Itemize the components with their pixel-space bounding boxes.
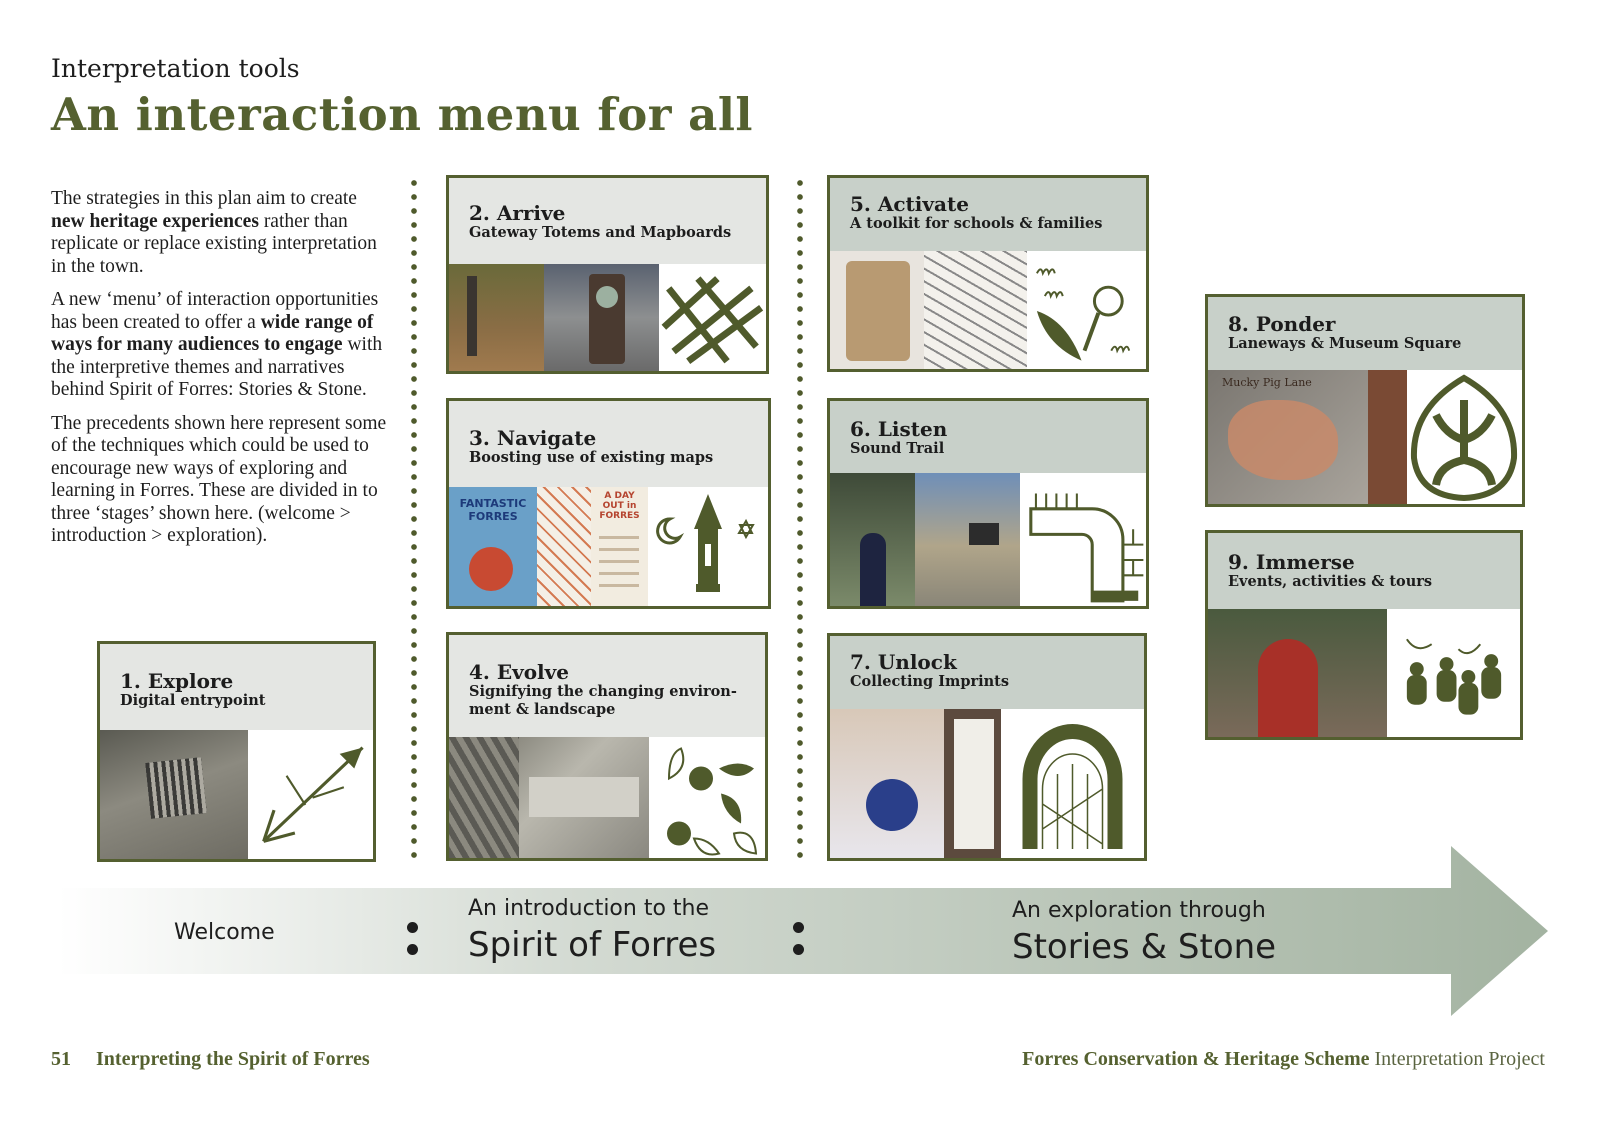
leaves-icon — [649, 737, 765, 858]
card-header — [449, 401, 768, 490]
card-immerse — [1205, 530, 1523, 740]
intro-paragraph-1 — [51, 188, 391, 278]
footer-project-name: Interpretation Project — [1369, 1048, 1545, 1070]
card-title: 1. Explore — [120, 669, 234, 693]
museum-door-photo — [1368, 370, 1407, 504]
card-listen — [827, 398, 1149, 609]
stage-welcome: Welcome — [174, 920, 275, 945]
card-media — [830, 251, 1146, 369]
card-subtitle-line-2: ment & landscape — [469, 701, 616, 718]
card-subtitle: A toolkit for schools & families — [850, 215, 1103, 232]
card-evolve — [446, 632, 768, 861]
card-ponder — [1205, 294, 1525, 507]
card-media — [449, 264, 766, 371]
book-cover-photo — [449, 487, 537, 606]
section-kicker: Interpretation tools — [51, 54, 300, 83]
stage-separator-dot — [407, 922, 418, 933]
intro-p1-text: The strategies in this plan aim to create — [51, 188, 357, 209]
lane-sign-text: Mucky Pig Lane — [1222, 376, 1312, 389]
card-explore — [97, 641, 376, 862]
card-media — [449, 737, 765, 858]
card-header — [1208, 297, 1522, 373]
card-header — [830, 178, 1146, 254]
activity-map-photo — [924, 251, 1027, 369]
arrow-icon — [248, 730, 373, 859]
stage-divider-1 — [411, 176, 417, 862]
card-subtitle: Gateway Totems and Mapboards — [469, 224, 732, 241]
card-header — [1208, 533, 1520, 612]
footer-right — [1022, 1048, 1545, 1071]
intro-p1-bold: new heritage experiences — [51, 210, 259, 232]
stage-divider-2 — [797, 176, 803, 862]
woodland-listener-photo — [830, 473, 915, 606]
card-media — [830, 709, 1144, 858]
stage-introduction-small: An introduction to the — [468, 896, 710, 921]
card-header — [830, 401, 1146, 476]
card-subtitle: Collecting Imprints — [850, 673, 1010, 690]
card-title: 9. Immerse — [1228, 550, 1355, 574]
stained-window-icon — [1001, 709, 1144, 858]
intro-text — [51, 188, 391, 559]
card-title: 2. Arrive — [469, 201, 566, 225]
card-unlock — [827, 633, 1147, 861]
stamp-photo — [830, 709, 944, 858]
card-subtitle: Events, activities & tours — [1228, 573, 1433, 590]
group-tour-icon — [1387, 609, 1520, 737]
card-title: 8. Ponder — [1228, 312, 1336, 336]
intro-p2-bold: wide range of ways for many audiences to engage — [51, 311, 374, 355]
sound-plaque-photo — [915, 473, 1020, 606]
intro-p2-text-end: with the interpretive themes and narratives behind Spirit of Forres: Stories & Stone. — [51, 334, 383, 400]
card-header — [830, 636, 1144, 712]
lantern-star-icon — [648, 487, 768, 606]
mapboard-photo — [544, 264, 659, 371]
mucky-pig-lane-photo — [1208, 370, 1368, 504]
day-out-title: A DAY OUT in FORRES — [599, 491, 640, 521]
card-header — [100, 644, 373, 733]
footer-scheme-name: Forres Conservation & Heritage Scheme — [1022, 1048, 1370, 1070]
trail-card-photo — [944, 709, 1001, 858]
stage-separator-dot — [793, 922, 804, 933]
stage-separator-dot — [793, 944, 804, 955]
card-media — [100, 730, 373, 859]
page-title: An interaction menu for all — [51, 88, 754, 141]
costumed-performer-photo — [1208, 609, 1387, 737]
day-out-map-photo — [591, 487, 648, 606]
map-leaflet-photo — [537, 487, 591, 606]
stone-slabs-photo — [449, 737, 649, 858]
brick-archway-icon — [1020, 473, 1146, 606]
footer-document-title: Interpreting the Spirit of Forres — [96, 1048, 370, 1070]
page-number: 51 — [51, 1048, 71, 1070]
card-title: 4. Evolve — [469, 660, 569, 684]
intro-p2-text: A new ‘menu’ of interaction opportunities has been created to offer a — [51, 289, 379, 333]
map-grid-icon — [659, 264, 766, 371]
card-subtitle: Digital entrypoint — [120, 692, 266, 709]
card-subtitle: Boosting use of existing maps — [469, 449, 714, 466]
leaf-emblem-icon — [1407, 370, 1522, 504]
card-activate — [827, 175, 1149, 372]
card-title: 6. Listen — [850, 417, 948, 441]
card-header — [449, 635, 765, 740]
totem-photo — [449, 264, 544, 371]
card-header — [449, 178, 766, 267]
card-navigate — [446, 398, 771, 609]
intro-paragraph-3: The precedents shown here represent some of the techniques which could be used to encourage new ways of exploring and learning in Forres. These are divided in to three ‘stages’ shown here. (welcome > introduction > exploration). — [51, 412, 387, 546]
stage-exploration-big: Stories & Stone — [1012, 927, 1277, 967]
stage-introduction-big: Spirit of Forres — [468, 925, 717, 965]
card-subtitle: Laneways & Museum Square — [1228, 335, 1462, 352]
stage-arrow — [58, 846, 1548, 1016]
card-title: 7. Unlock — [850, 650, 957, 674]
explorer-vest-photo — [830, 251, 924, 369]
card-media — [830, 473, 1146, 606]
intro-p1-text-end: rather than replicate or replace existing interpretation in the town. — [51, 210, 377, 277]
magnifier-feather-icon — [1027, 251, 1146, 369]
card-title: 5. Activate — [850, 192, 969, 216]
qr-code-icon — [145, 757, 207, 819]
card-subtitle: Signifying the changing environ- — [469, 683, 737, 700]
qr-stone-photo — [100, 730, 248, 859]
footer-left — [51, 1048, 370, 1071]
card-media — [1208, 370, 1522, 504]
card-subtitle: Sound Trail — [850, 440, 945, 457]
card-title: 3. Navigate — [469, 426, 597, 450]
card-media — [1208, 609, 1520, 737]
stage-separator-dot — [407, 944, 418, 955]
card-arrive — [446, 175, 769, 374]
stage-exploration-small: An exploration through — [1012, 898, 1266, 923]
card-media — [449, 487, 768, 606]
intro-paragraph-2 — [51, 289, 391, 402]
book-cover-title: FANTASTIC FORRES — [459, 497, 527, 523]
